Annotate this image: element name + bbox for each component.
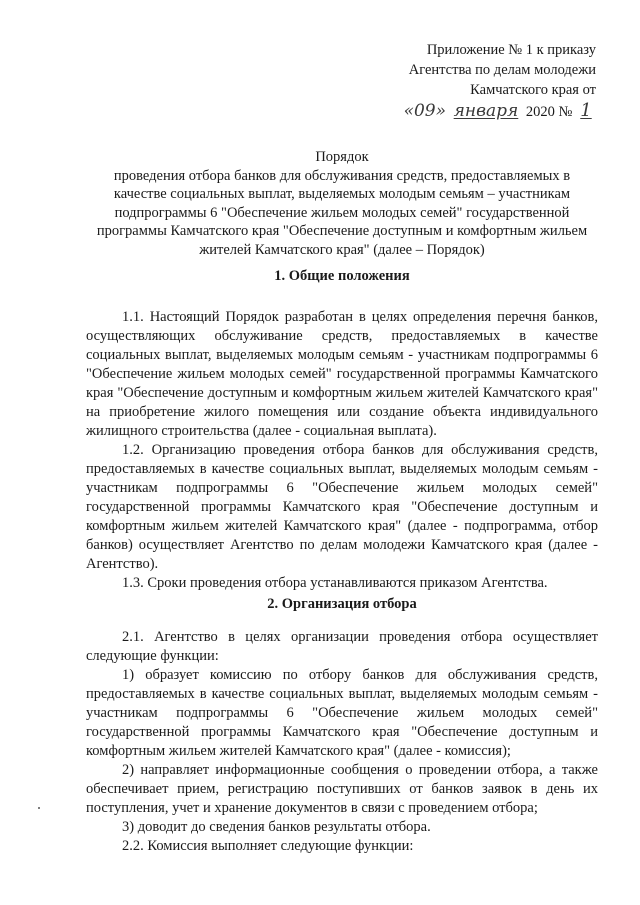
section-2-body [86,628,598,856]
document-subtitle: проведения отбора банков для обслуживания средств, предоставляемых в качестве социальных выплат, выделяемых молодым семьям – участникам подпрограммы 6 "Обеспечение жильем молодых семей" государственной программы Камчатского края "Обеспечение доступным и комфортным жильем жителей Камчатского края" (далее – Порядок) [96,167,588,258]
paragraph-2-1: 2.1. Агентство в целях организации проведения отбора осуществляет следующие функции: [86,629,598,664]
paragraph-2-1-item-1: 1) образует комиссию по отбору банков для обслуживания средств, предоставляемых в качестве социальных выплат, выделяемых молодым семьям - участникам подпрограммы 6 "Обеспечение жильем молодых семей" государственной программы Камчатского края "Обеспечение доступным и комфортным жильем жителей Камчатского края" (далее - комиссия); [86,667,598,759]
document-title: Порядок [315,149,369,165]
appendix-line-2: Агентства по делам молодежи [408,62,596,78]
paragraph-1-3: 1.3. Сроки проведения отбора устанавливаются приказом Агентства. [122,575,548,591]
paragraph-2-1-item-3: 3) доводит до сведения банков результаты отбора. [122,819,431,835]
paragraph-1-2: 1.2. Организацию проведения отбора банков для обслуживания средств, предоставляемых в качестве социальных выплат, выделяемых молодым семьям - участникам подпрограммы 6 "Обеспечение жильем молодых семей" государственной программы Камчатского края "Обеспечение доступным и комфортным жильем жителей Камчатского края" (далее - подпрограмма, отбор банков) осуществляет Агентство по делам молодежи Камчатского края (далее - Агентство). [86,442,598,572]
order-number-handwritten: 1 [580,100,592,121]
document-title-block [86,148,598,259]
section-2-heading: 2. Организация отбора [267,596,417,612]
order-date-line [404,101,596,122]
scan-speck [38,807,40,809]
date-month-handwritten: января [453,101,519,121]
date-open-quote: « [403,101,414,121]
section-1-body [86,308,598,593]
paragraph-2-2: 2.2. Комиссия выполняет следующие функции: [122,838,414,854]
date-year-label: 2020 № [525,104,573,120]
date-day-handwritten: 09 [413,101,436,121]
section-1-heading: 1. Общие положения [274,268,410,284]
paragraph-1-1: 1.1. Настоящий Порядок разработан в целях определения перечня банков, осуществляющих обслуживание средств, предоставляемых в качестве социальных выплат, выделяемых молодым семьям - участникам подпрограммы 6 "Обеспечение жильем молодых семей" государственной программы Камчатского края "Обеспечение доступным и комфортным жильем жителей Камчатского края" на приобретение жилого помещения или создание объекта индивидуального жилищного строительства (далее - социальная выплата). [86,309,598,439]
appendix-line-3: Камчатского края от [470,82,596,98]
paragraph-2-1-item-2: 2) направляет информационные сообщения о проведении отбора, а также обеспечивает прием, регистрацию поступивших от банков заявок в день их поступления, учет и хранение документов в связи с проведением отбора; [86,762,598,816]
appendix-header [404,40,596,122]
date-close-quote: » [435,101,447,121]
appendix-line-1: Приложение № 1 к приказу [426,42,596,58]
